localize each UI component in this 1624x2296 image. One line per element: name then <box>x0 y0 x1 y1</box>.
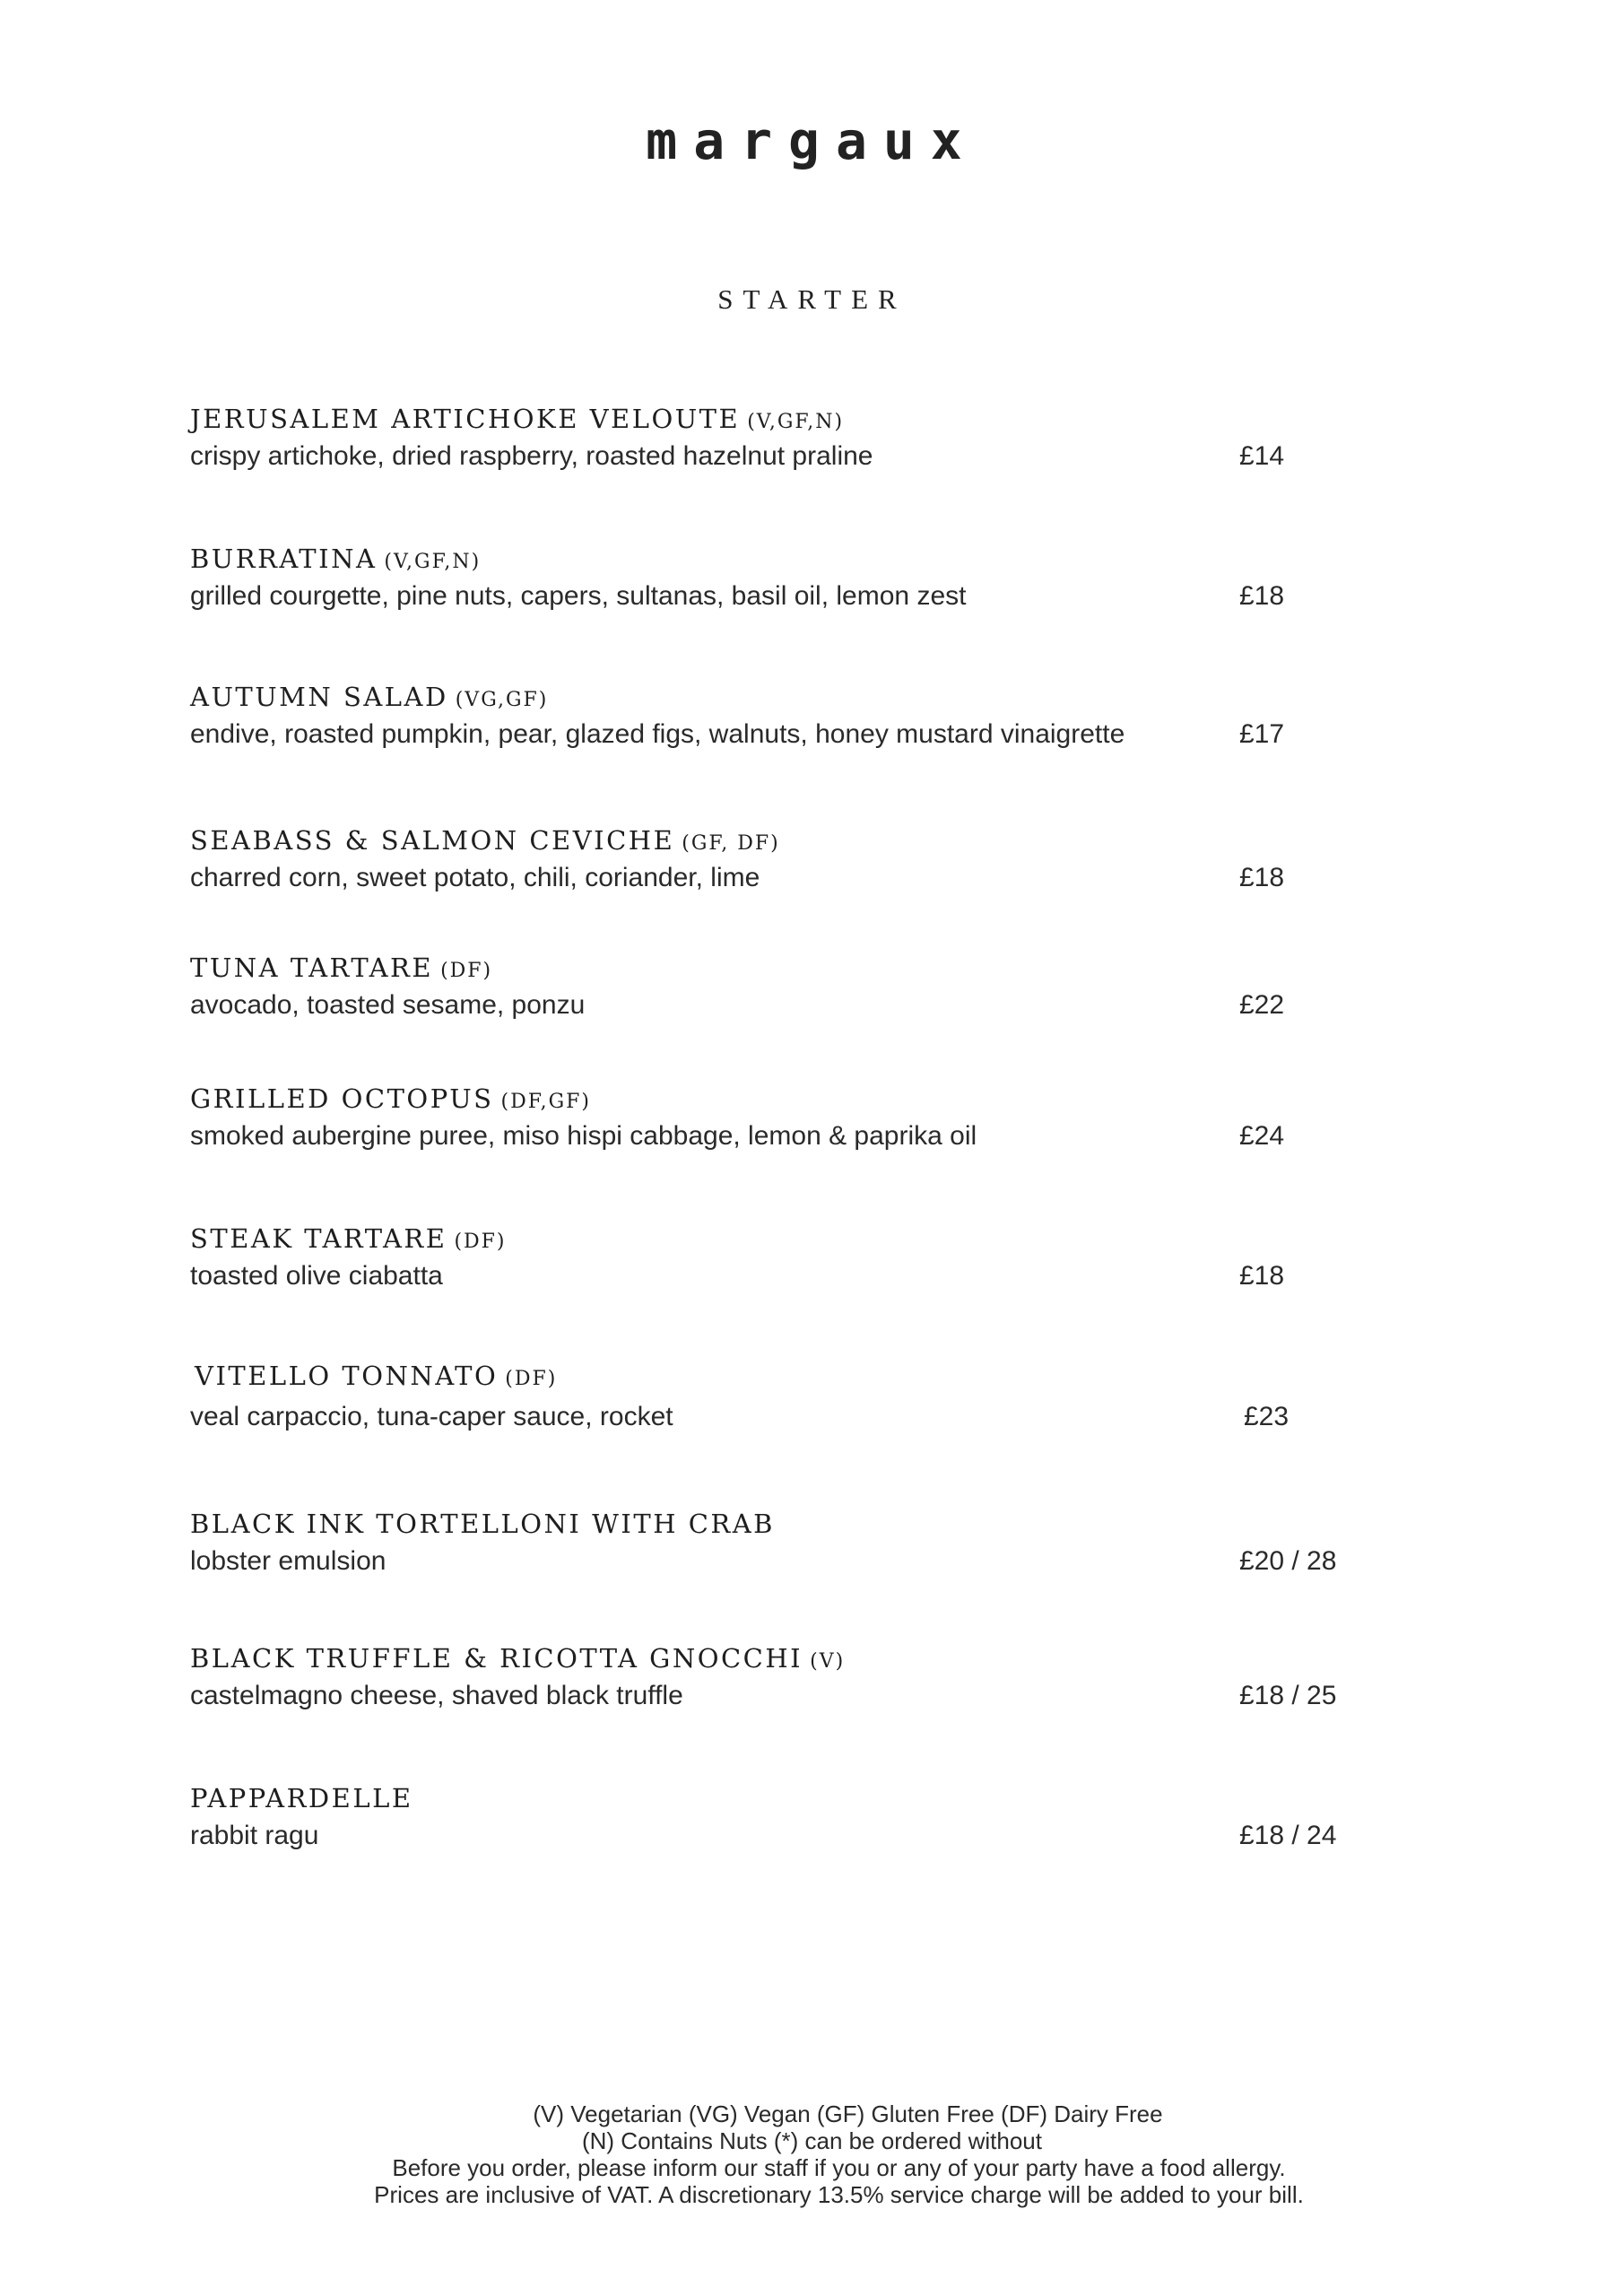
menu-item <box>190 1082 1446 1153</box>
menu-item <box>190 542 1446 613</box>
item-dietary-tags: (DF) <box>505 1368 558 1390</box>
item-price: £18 / 24 <box>1239 1821 1337 1850</box>
item-description: lobster emulsion <box>190 1546 386 1576</box>
item-name: STEAK TARTARE (DF) <box>190 1223 507 1254</box>
menu-item <box>190 951 1446 1022</box>
item-description: smoked aubergine puree, miso hispi cabbage, lemon & paprika oil <box>190 1121 977 1151</box>
item-name: VITELLO TONNATO (DF) <box>195 1361 558 1391</box>
item-price: £17 <box>1239 719 1285 749</box>
menu-footer <box>0 2100 1624 2208</box>
item-dietary-tags: (DF) <box>440 960 493 982</box>
item-dietary-tags: (VG,GF) <box>455 689 549 711</box>
item-description: avocado, toasted sesame, ponzu <box>190 990 586 1020</box>
menu-item <box>190 1222 1446 1293</box>
item-description: toasted olive ciabatta <box>190 1261 443 1291</box>
item-price: £22 <box>1239 990 1285 1020</box>
item-price: £14 <box>1239 441 1285 471</box>
item-name: BURRATINA (V,GF,N) <box>190 544 482 574</box>
item-description: crispy artichoke, dried raspberry, roasted hazelnut praline <box>190 441 873 471</box>
dietary-legend-line: (N) Contains Nuts (*) can be ordered without <box>581 2127 1042 2154</box>
item-description: veal carpaccio, tuna-caper sauce, rocket <box>190 1402 673 1431</box>
section-title: STARTER <box>717 283 907 315</box>
item-name: TUNA TARTARE (DF) <box>190 952 493 983</box>
item-dietary-tags: (DF,GF) <box>500 1091 591 1113</box>
item-price: £24 <box>1239 1121 1285 1151</box>
dietary-legend-line: (V) Vegetarian (VG) Vegan (GF) Gluten Free (DF) Dairy Free <box>533 2100 1163 2127</box>
item-price: £20 / 28 <box>1239 1546 1337 1576</box>
item-description: endive, roasted pumpkin, pear, glazed figs, walnuts, honey mustard vinaigrette <box>190 719 1125 749</box>
menu-item <box>190 402 1446 474</box>
item-price: £18 <box>1239 1261 1285 1291</box>
item-name: PAPPARDELLE <box>190 1783 413 1813</box>
item-price: £18 <box>1239 581 1285 611</box>
item-description: castelmagno cheese, shaved black truffle <box>190 1681 683 1710</box>
allergy-notice: Before you order, please inform our staff if you or any of your party have a food allergy. <box>392 2154 1286 2181</box>
item-description: grilled courgette, pine nuts, capers, sultanas, basil oil, lemon zest <box>190 581 967 611</box>
menu-item <box>190 1781 1446 1853</box>
item-dietary-tags: (V) <box>810 1650 846 1673</box>
menu-item <box>190 823 1446 895</box>
item-name: AUTUMN SALAD (VG,GF) <box>190 682 549 712</box>
item-description: rabbit ragu <box>190 1821 319 1850</box>
item-dietary-tags: (DF) <box>454 1231 507 1253</box>
restaurant-logo: margaux <box>646 110 978 171</box>
menu-item <box>190 680 1446 752</box>
item-dietary-tags: (V,GF,N) <box>384 551 482 573</box>
item-name: GRILLED OCTOPUS (DF,GF) <box>190 1083 591 1114</box>
menu-item <box>190 1641 1446 1713</box>
item-name: JERUSALEM ARTICHOKE VELOUTE (V,GF,N) <box>190 404 845 434</box>
item-price: £18 / 25 <box>1239 1681 1337 1710</box>
menu-item <box>190 1507 1446 1578</box>
item-price: £23 <box>1244 1402 1290 1431</box>
item-price: £18 <box>1239 863 1285 892</box>
item-name: BLACK TRUFFLE & RICOTTA GNOCCHI (V) <box>190 1643 846 1674</box>
item-dietary-tags: (GF, DF) <box>682 832 780 855</box>
item-name: SEABASS & SALMON CEVICHE (GF, DF) <box>190 825 780 856</box>
item-dietary-tags: (V,GF,N) <box>747 411 845 433</box>
item-description: charred corn, sweet potato, chili, coriander, lime <box>190 863 760 892</box>
service-charge-notice: Prices are inclusive of VAT. A discretionary 13.5% service charge will be added to your bill. <box>374 2181 1304 2208</box>
item-name: BLACK INK TORTELLONI WITH CRAB <box>190 1509 775 1539</box>
menu-item <box>190 1359 1446 1434</box>
